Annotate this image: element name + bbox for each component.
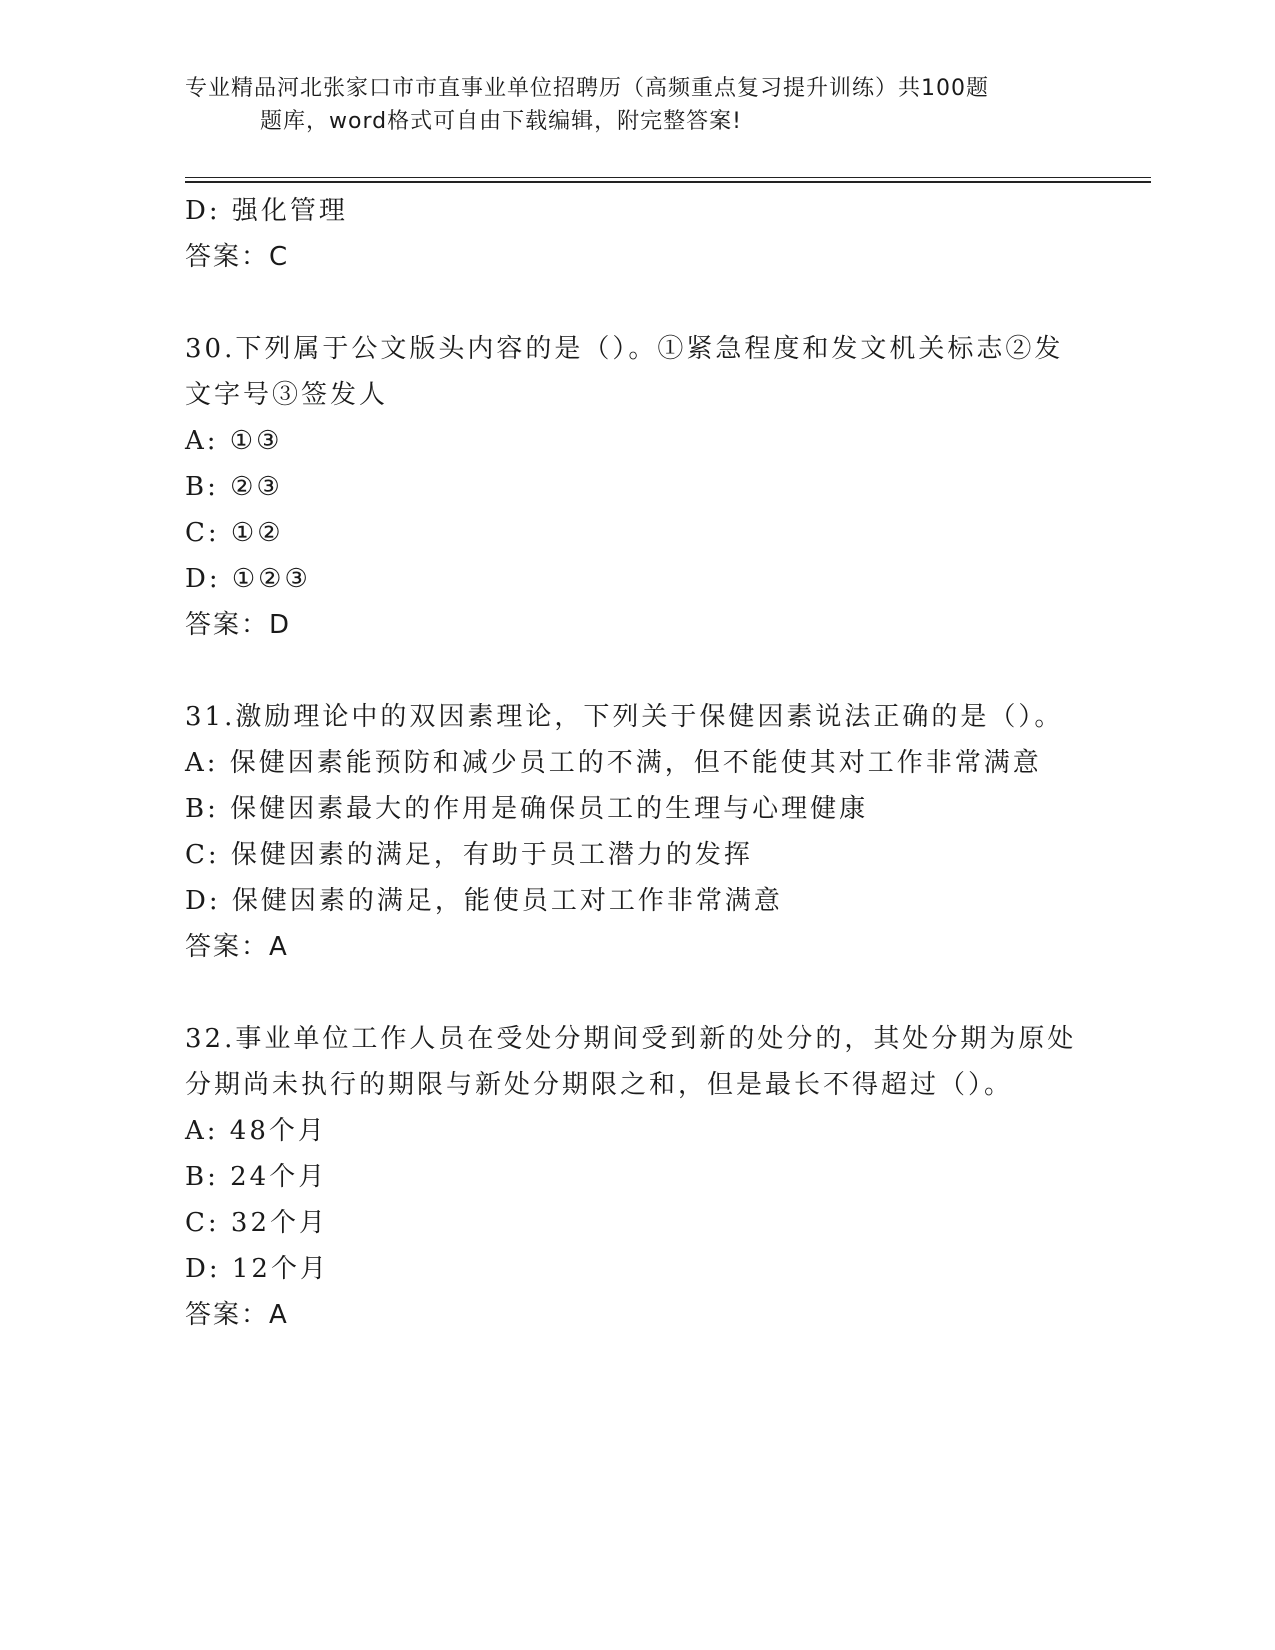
- option-a: A: 保健因素能预防和减少员工的不满，但不能使其对工作非常满意: [185, 748, 1042, 778]
- option-b: B: 24个月: [185, 1162, 328, 1192]
- question-stem: 32.事业单位工作人员在受处分期间受到新的处分的，其处分期为原处: [185, 1024, 1077, 1054]
- header-divider-thin: [185, 177, 1151, 178]
- header-divider-thick: [185, 181, 1151, 183]
- question-32: [185, 1016, 1085, 1338]
- answer-line: 答案：D: [185, 610, 292, 640]
- option-d: D: 保健因素的满足，能使员工对工作非常满意: [185, 886, 783, 916]
- question-stem-cont: 分期尚未执行的期限与新处分期限之和，但是最长不得超过（）。: [185, 1070, 1014, 1100]
- page-header: [185, 72, 1105, 138]
- option-c: C: 保健因素的满足，有助于员工潜力的发挥: [185, 840, 753, 870]
- option-d: D: 强化管理: [185, 196, 348, 226]
- spacer: [185, 280, 1085, 326]
- question-stem: 31.激励理论中的双因素理论，下列关于保健因素说法正确的是（）。: [185, 702, 1064, 732]
- header-title-line1: 专业精品河北张家口市市直事业单位招聘历（高频重点复习提升训练）共100题: [185, 76, 989, 101]
- option-d: D: ①②③: [185, 564, 311, 594]
- option-b: B: 保健因素最大的作用是确保员工的生理与心理健康: [185, 794, 869, 824]
- question-30: [185, 326, 1085, 648]
- answer-line: 答案：A: [185, 1300, 289, 1330]
- option-c: C: ①②: [185, 518, 284, 548]
- spacer: [185, 648, 1085, 694]
- question-31: [185, 694, 1085, 970]
- header-title-line2: 题库，word格式可自由下载编辑，附完整答案!: [260, 109, 742, 134]
- question-stem-cont: 文字号③签发人: [185, 380, 389, 410]
- option-d: D: 12个月: [185, 1254, 329, 1284]
- answer-line: 答案：A: [185, 932, 289, 962]
- question-list: [185, 188, 1085, 1338]
- spacer: [185, 970, 1085, 1016]
- option-c: C: 32个月: [185, 1208, 329, 1238]
- option-b: B: ②③: [185, 472, 283, 502]
- answer-line: 答案：C: [185, 242, 290, 272]
- question-stem: 30.下列属于公文版头内容的是（）。①紧急程度和发文机关标志②发: [185, 334, 1064, 364]
- option-a: A: 48个月: [185, 1116, 327, 1146]
- question-29-tail: [185, 188, 1085, 280]
- option-a: A: ①③: [185, 426, 283, 456]
